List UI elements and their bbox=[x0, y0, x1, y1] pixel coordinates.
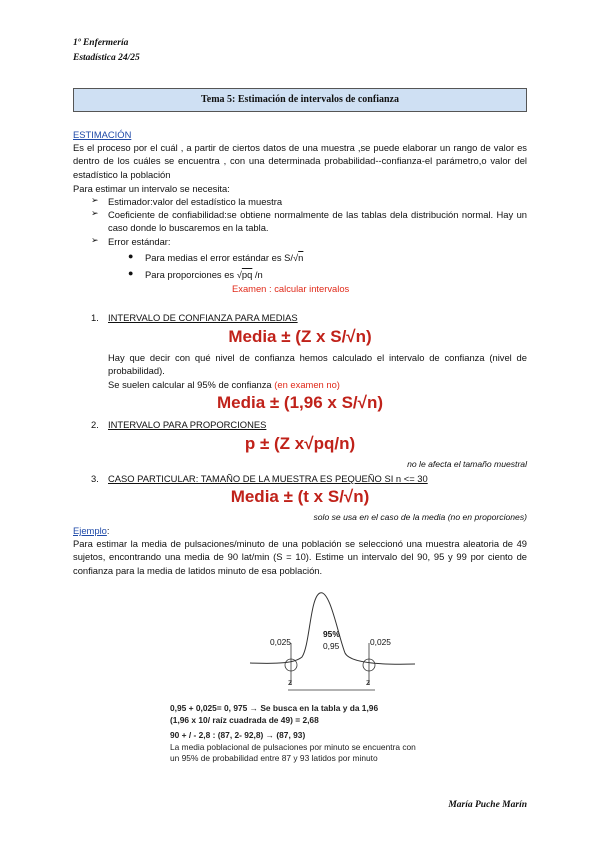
formula-means-196: Media ± (1,96 x S/√n) bbox=[216, 393, 384, 412]
t-note: solo se usa en el caso de la media (no en proporciones) bbox=[313, 512, 527, 522]
solution-line-4: La media poblacional de pulsaciones por minuto se encuentra con bbox=[170, 741, 416, 752]
section-1-title: INTERVALO DE CONFIANZA PARA MEDIAS bbox=[108, 312, 298, 323]
estimacion-heading: ESTIMACIÓN bbox=[73, 129, 132, 140]
bullet-coeficiente: Coeficiente de confiabilidad:se obtiene normalmente de las tablas dela distribución normal. Hay un caso donde lo buscaremos en la tabla. bbox=[108, 209, 527, 234]
bullet-estimador: Estimador:valor del estadístico la muestra bbox=[108, 196, 283, 207]
section-2-title: INTERVALO PARA PROPORCIONES bbox=[108, 419, 267, 430]
prop-root: pq bbox=[241, 269, 253, 280]
solution-line-3: 90 + / - 2,8 : (87, 2- 92,8) → (87, 93) bbox=[170, 730, 306, 740]
dot-bullet-icon: ● bbox=[128, 268, 134, 278]
section-3-number: 3. bbox=[91, 473, 99, 484]
arrow-bullet-icon: ➢ bbox=[91, 208, 99, 218]
example-heading: Ejemplo bbox=[73, 525, 107, 536]
formula-proportions: p ± (Z x√pq/n) bbox=[244, 434, 356, 453]
need-intro: Para estimar un intervalo se necesita: bbox=[73, 183, 230, 194]
confidence-95-text: Se suelen calcular al 95% de confianza bbox=[108, 379, 272, 390]
section-2-number: 2. bbox=[91, 419, 99, 430]
arrow-bullet-icon: ➢ bbox=[91, 195, 99, 205]
bullet-error: Error estándar: bbox=[108, 236, 171, 247]
center-prob-label: 0,95 bbox=[323, 641, 340, 651]
z-right-label: z bbox=[366, 677, 371, 687]
sub-bullet-means bbox=[145, 251, 303, 264]
formula-means: Media ± (Z x S/√n) bbox=[228, 327, 372, 346]
means-root: n bbox=[298, 252, 304, 263]
example-solution bbox=[170, 703, 416, 765]
z-left-label: z bbox=[288, 677, 293, 687]
example-heading-line bbox=[73, 524, 109, 537]
prop-tail: /n bbox=[252, 269, 263, 280]
means-label: Para medias el error estándar es S/ bbox=[145, 252, 293, 263]
sub-bullet-proportions bbox=[145, 268, 263, 281]
proportions-note: no le afecta el tamaño muestral bbox=[407, 459, 527, 469]
subject-label: Estadística 24/25 bbox=[73, 53, 140, 63]
exam-note: Examen : calcular intervalos bbox=[232, 283, 350, 294]
sqrt-icon: √ bbox=[293, 252, 299, 263]
course-label: 1º Enfermería bbox=[73, 38, 129, 48]
section-1-text2 bbox=[108, 378, 340, 391]
prop-label: Para proporciones es bbox=[145, 269, 235, 280]
section-1-text: Hay que decir con qué nivel de confianza hemos calculado el intervalo de confianza (nivel de probabilidad). bbox=[108, 352, 527, 377]
example-text: Para estimar la media de pulsaciones/minuto de una población se seleccionó una muestra aleatoria de 49 sujetos, encontrando una media de 90 lat/min (S = 10). Estime un intervalo del 90, 95 y 99 por ciento de confianza para la media de latidos minuto de esa población. bbox=[73, 538, 527, 576]
arrow-bullet-icon: ➢ bbox=[91, 235, 99, 245]
solution-line-2: (1,96 x 10/ raíz cuadrada de 49) = 2,68 bbox=[170, 714, 319, 725]
dot-bullet-icon: ● bbox=[128, 251, 134, 261]
section-3-title: CASO PARTICULAR: TAMAÑO DE LA MUESTRA ES PEQUEÑO SI n <= 30 bbox=[108, 473, 428, 484]
formula-t: Media ± (t x S/√n) bbox=[230, 487, 370, 506]
exam-no-note: (en examen no) bbox=[271, 379, 340, 390]
solution-line-1: 0,95 + 0,025= 0, 975 → Se busca en la tabla y da 1,96 bbox=[170, 703, 379, 713]
center-percent-label: 95% bbox=[323, 629, 340, 639]
sqrt-icon: √ bbox=[236, 269, 242, 280]
footer-author: María Puche Marín bbox=[448, 800, 527, 810]
section-1-number: 1. bbox=[91, 312, 99, 323]
right-tail-label: 0,025 bbox=[370, 637, 391, 647]
topic-title: Tema 5: Estimación de intervalos de confianza bbox=[73, 88, 527, 112]
estimacion-definition: Es el proceso por el cuál , a partir de ciertos datos de una muestra ,se puede elaborar un rango de valor es dentro de los cuáles se encuentra , con una determinada probabilidad--confianza-el parámetro,o valor del estadístico la población bbox=[73, 142, 527, 180]
left-tail-label: 0,025 bbox=[270, 637, 291, 647]
example-colon: : bbox=[106, 525, 110, 536]
solution-line-5: un 95% de probabilidad entre 87 y 93 latidos por minuto bbox=[170, 753, 378, 763]
